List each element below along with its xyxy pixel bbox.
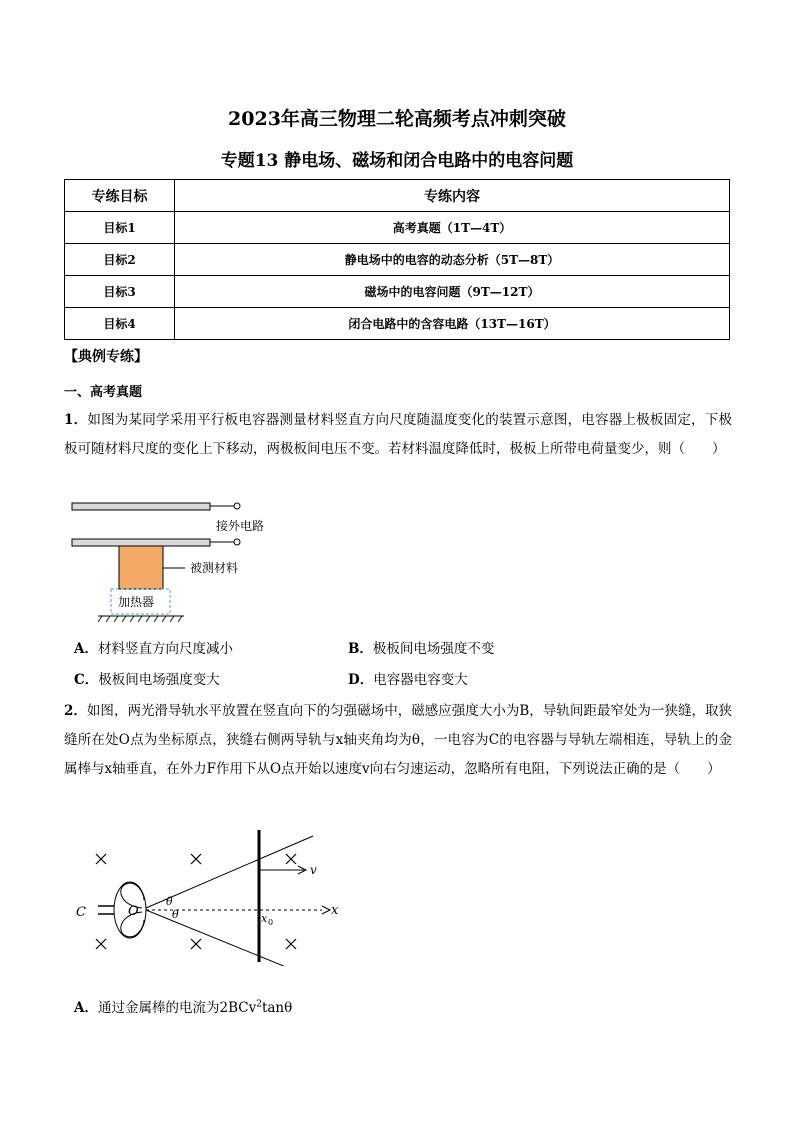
- option-letter: B．: [348, 641, 373, 657]
- ground-hatch: [98, 616, 182, 622]
- label-material: 被测材料: [190, 561, 239, 575]
- table-header-goal: 专练目标: [65, 180, 175, 212]
- table-cell-goal: 目标1: [65, 212, 175, 244]
- option-text-tail: tanθ: [261, 1000, 293, 1016]
- table-cell-content: 高考真题（1T—4T）: [175, 212, 730, 244]
- table-cell-content: 静电场中的电容的动态分析（5T—8T）: [175, 244, 730, 276]
- option-letter: D．: [348, 672, 374, 688]
- label-x0: x: [261, 912, 268, 925]
- label-x0-subscript: 0: [268, 918, 274, 927]
- table-row: [65, 276, 730, 308]
- option-text: 通过金属棒的电流为2BCv: [97, 1000, 257, 1016]
- table-cell-goal: 目标3: [65, 276, 175, 308]
- table-cell-content: 磁场中的电容问题（9T—12T）: [175, 276, 730, 308]
- terminal-bottom: [234, 539, 240, 545]
- label-theta-upper: θ: [166, 895, 173, 908]
- table-header-content: 专练内容: [175, 180, 730, 212]
- label-theta-lower: θ: [172, 908, 179, 921]
- goals-table: [64, 179, 730, 340]
- option-text: 材料竖直方向尺度减小: [97, 641, 233, 657]
- document-title: 2023年高三物理二轮高频考点冲刺突破: [228, 108, 566, 130]
- question-text: 如图为某同学采用平行板电容器测量材料竖直方向尺度随温度变化的装置示意图，电容器上极板固定，下极板可随材料尺度的变化上下移动，两极板间电压不变。若材料温度降低时，极板上所带电荷量变少，则（ ）: [64, 412, 732, 457]
- label-x-axis: x: [331, 903, 339, 918]
- question-1: [64, 406, 732, 464]
- section-part1: 一、高考真题: [64, 385, 143, 400]
- label-velocity: v: [310, 863, 317, 877]
- question-number: 1．: [64, 412, 88, 428]
- option-d[interactable]: [348, 668, 468, 688]
- x-axis-arrow: [322, 906, 330, 914]
- question-number: 2．: [64, 703, 87, 719]
- table-header-row: [65, 180, 730, 212]
- label-capacitor: C: [76, 905, 86, 920]
- upper-plate: [72, 503, 210, 510]
- option-b[interactable]: [348, 637, 494, 657]
- rail-figure: [70, 826, 340, 966]
- question-text: 如图，两光滑导轨水平放置在竖直向下的匀强磁场中，磁感应强度大小为B，导轨间距最窄处为一狭缝，取狭缝所在处O点为坐标原点，狭缝右侧两导轨与x轴夹角均为θ，一电容为C的电容器与导轨左端相连，导轨上的金属棒与x轴垂直，在外力F作用下从O点开始以速度v向右匀速运动，忽略所有电阻，下列说法正确的是（ ）: [64, 703, 732, 777]
- option-c[interactable]: [74, 668, 220, 688]
- option-text: 极板间电场强度变大: [98, 672, 220, 688]
- question-2: [64, 697, 732, 784]
- option-text: 电容器电容变大: [373, 672, 468, 688]
- table-row: [65, 308, 730, 340]
- section-examples: 【典例专练】: [64, 349, 148, 365]
- option-superscript: 2: [256, 999, 262, 1010]
- option-text: 极板间电场强度不变: [372, 641, 495, 657]
- table-row: [65, 244, 730, 276]
- document-subtitle: 专题13 静电场、磁场和闭合电路中的电容问题: [220, 151, 574, 171]
- capacitor-figure: [68, 500, 298, 625]
- option-letter: C．: [74, 672, 99, 688]
- label-heater: 加热器: [118, 595, 155, 609]
- option-letter: A．: [74, 1000, 98, 1016]
- table-cell-goal: 目标4: [65, 308, 175, 340]
- q2-option-a[interactable]: [74, 996, 292, 1016]
- table-row: [65, 212, 730, 244]
- option-letter: A．: [74, 641, 98, 657]
- table-cell-goal: 目标2: [65, 244, 175, 276]
- label-circuit: 接外电路: [216, 519, 265, 533]
- lower-plate: [72, 539, 210, 546]
- terminal-top: [234, 503, 240, 509]
- material-block: [119, 546, 163, 589]
- table-cell-content: 闭合电路中的含容电路（13T—16T）: [175, 308, 730, 340]
- option-a[interactable]: [74, 637, 233, 657]
- label-origin: O: [128, 904, 139, 919]
